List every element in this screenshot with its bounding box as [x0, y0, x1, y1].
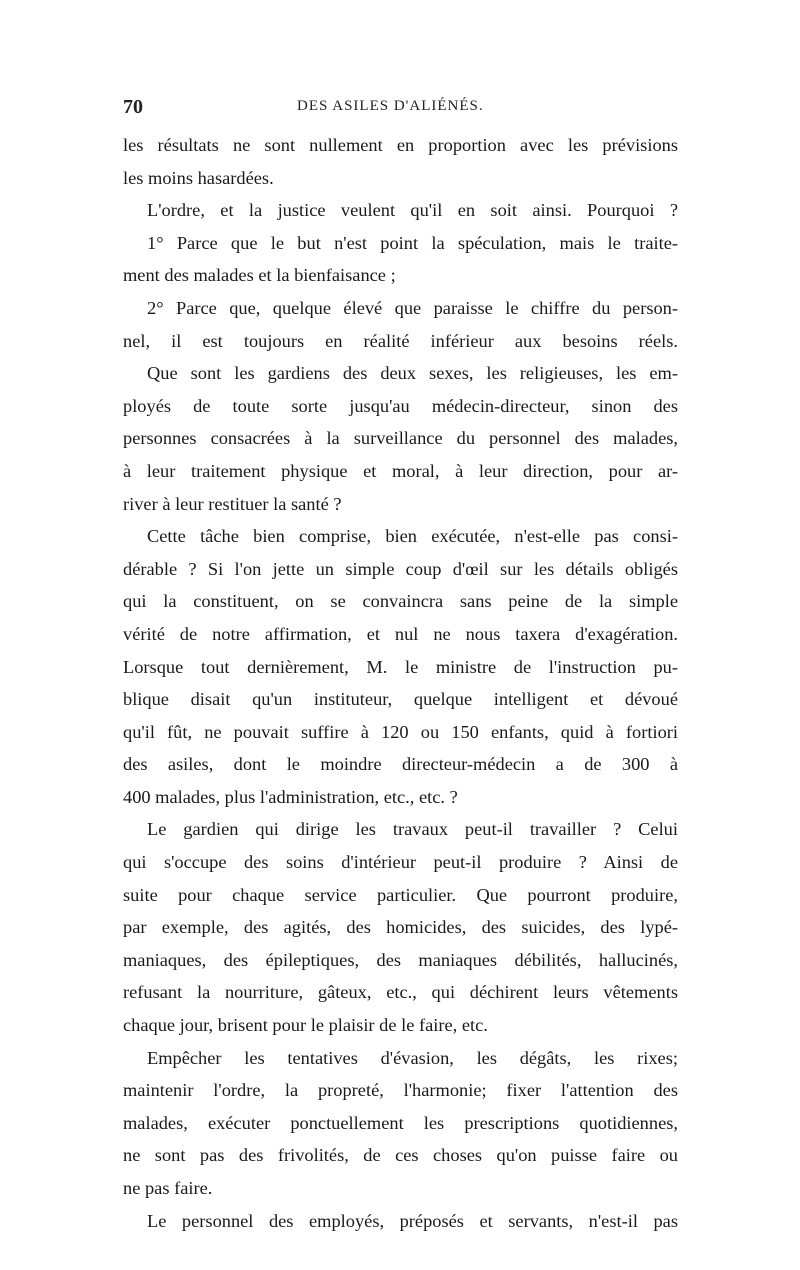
text-line: ment des malades et la bienfaisance ; — [123, 265, 396, 286]
body-text — [123, 129, 678, 1237]
text-line: 400 malades, plus l'administration, etc., etc. ? — [123, 786, 458, 807]
text-line: Lorsque tout dernièrement, M. le ministre de l'instruction pu- — [123, 656, 678, 677]
running-head — [123, 96, 683, 120]
text-line: qu'il fût, ne pouvait suffire à 120 ou 150 enfants, quid à fortiori — [123, 721, 678, 742]
text-line: Cette tâche bien comprise, bien exécutée, n'est-elle pas consi- — [147, 526, 678, 547]
text-line: dérable ? Si l'on jette un simple coup d'œil sur les détails obligés — [123, 558, 678, 579]
text-line: chaque jour, brisent pour le plaisir de le faire, etc. — [123, 1015, 488, 1036]
text-line: des asiles, dont le moindre directeur-médecin a de 300 à — [123, 754, 678, 775]
text-line: river à leur restituer la santé ? — [123, 493, 342, 514]
text-line: ne pas faire. — [123, 1178, 213, 1198]
text-line: qui la constituent, on se convaincra sans peine de la simple — [123, 591, 678, 612]
text-line: suite pour chaque service particulier. Que pourront produire, — [123, 884, 678, 905]
text-line: Le personnel des employés, préposés et servants, n'est-il pas — [147, 1210, 678, 1231]
page-number: 70 — [123, 96, 143, 118]
text-line: maniaques, des épileptiques, des maniaques débilités, hallucinés, — [123, 949, 678, 970]
text-line: à leur traitement physique et moral, à leur direction, pour ar- — [123, 460, 678, 481]
text-line: Empêcher les tentatives d'évasion, les dégâts, les rixes; — [147, 1047, 678, 1068]
text-line: ployés de toute sorte jusqu'au médecin-directeur, sinon des — [123, 395, 678, 416]
text-line: 1° Parce que le but n'est point la spéculation, mais le traite- — [147, 232, 678, 253]
text-line: les résultats ne sont nullement en proportion avec les prévisions — [123, 135, 678, 155]
text-line: vérité de notre affirmation, et nul ne nous taxera d'exagération. — [123, 623, 678, 644]
text-line: refusant la nourriture, gâteux, etc., qui déchirent leurs vêtements — [123, 982, 678, 1003]
text-line: par exemple, des agités, des homicides, des suicides, des lypé- — [123, 917, 678, 938]
text-line: Que sont les gardiens des deux sexes, les religieuses, les em- — [147, 363, 678, 384]
text-line: 2° Parce que, quelque élevé que paraisse le chiffre du person- — [147, 297, 678, 318]
text-line: malades, exécuter ponctuellement les prescriptions quotidiennes, — [123, 1112, 678, 1133]
text-line: Le gardien qui dirige les travaux peut-il travailler ? Celui — [147, 819, 678, 840]
running-title: DES ASILES D'ALIÉNÉS. — [297, 98, 484, 114]
text-line: ne sont pas des frivolités, de ces choses qu'on puisse faire ou — [123, 1145, 678, 1166]
text-line: blique disait qu'un instituteur, quelque intelligent et dévoué — [123, 689, 678, 710]
text-line: les moins hasardées. — [123, 167, 274, 188]
text-line: qui s'occupe des soins d'intérieur peut-il produire ? Ainsi de — [123, 852, 678, 873]
text-line: maintenir l'ordre, la propreté, l'harmonie; fixer l'attention des — [123, 1080, 678, 1101]
text-line: personnes consacrées à la surveillance du personnel des malades, — [123, 428, 678, 449]
text-line: L'ordre, et la justice veulent qu'il en soit ainsi. Pourquoi ? — [147, 200, 678, 221]
text-line: nel, il est toujours en réalité inférieur aux besoins réels. — [123, 330, 678, 351]
